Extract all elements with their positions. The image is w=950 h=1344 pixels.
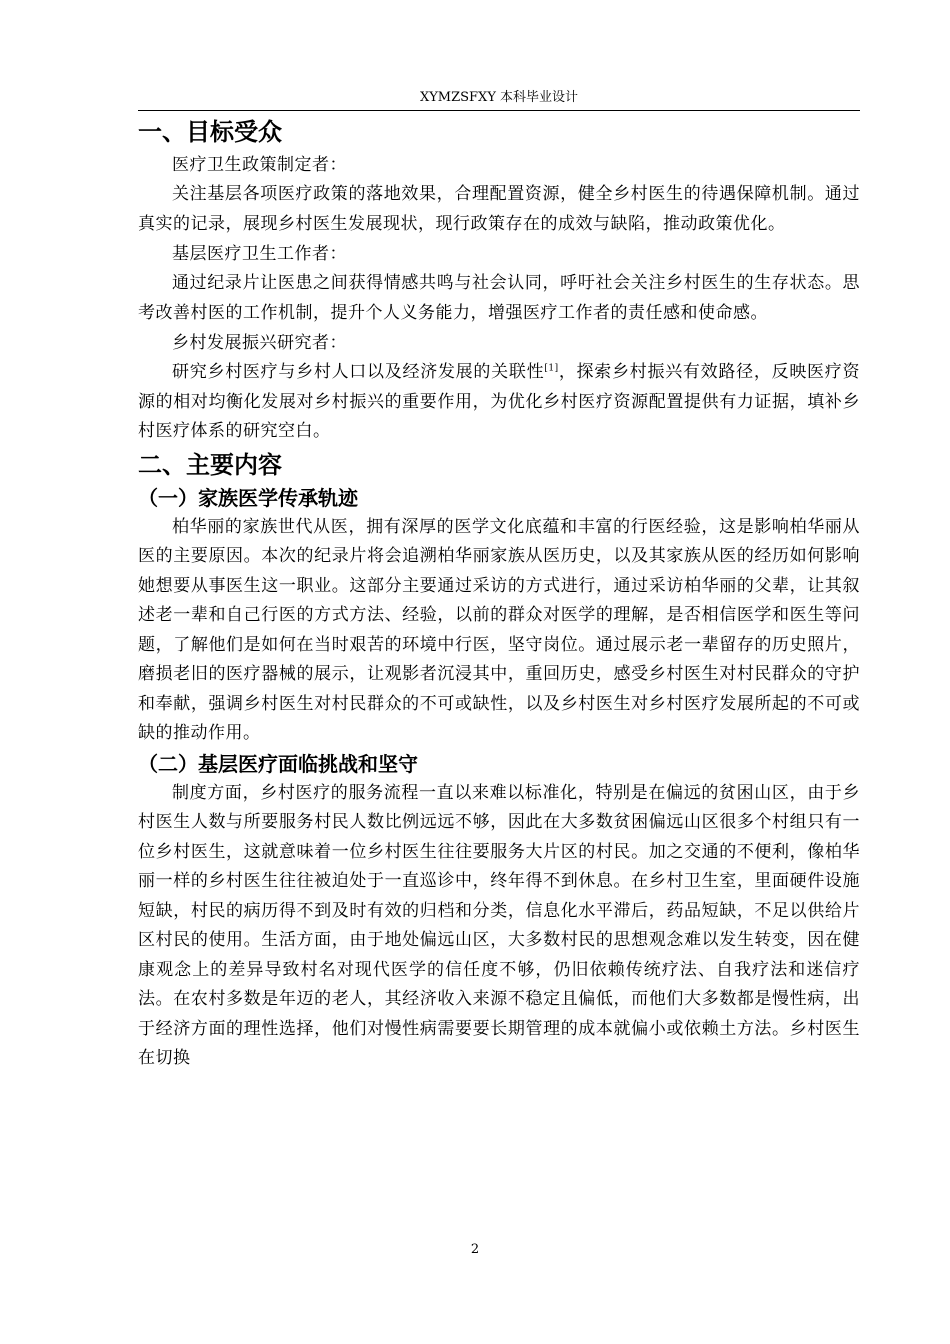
page-number: 2: [470, 1242, 480, 1257]
header-divider: [138, 110, 860, 111]
audience-paragraph-workers: 通过纪录片让医患之间获得情感共鸣与社会认同，呼吁社会关注乡村医生的生存状态。思考改善村医的工作机制，提升个人义务能力，增强医疗工作者的责任感和使命感。: [138, 273, 860, 323]
audience-label-researchers: 乡村发展振兴研究者：: [172, 333, 347, 353]
subsection-1-paragraph: 柏华丽的家族世代从医，拥有深厚的医学文化底蕴和丰富的行医经验，这是影响柏华丽从医的主要原因。本次的纪录片将会追溯柏华丽家族从医历史，以及其家族从医的经历如何影响她想要从事医生这一职业。这部分主要通过采访的方式进行，通过采访柏华丽的父辈，让其叙述老一辈和自己行医的方式方法、经验，以前的群众对医学的理解，是否相信医学和医生等问题，了解他们是如何在当时艰苦的环境中行医，坚守岗位。通过展示老一辈留存的历史照片，磨损老旧的医疗器械的展示，让观影者沉浸其中，重回历史，感受乡村医生对村民群众的守护和奉献，强调乡村医生对村民群众的不可或缺性，以及乡村医生对乡村医疗发展所起的不可或缺的推动作用。: [138, 516, 860, 743]
audience-paragraph-policy: 关注基层各项医疗政策的落地效果，合理配置资源，健全乡村医生的待遇保障机制。通过真实的记录，展现乡村医生发展现状，现行政策存在的成效与缺陷，推动政策优化。: [138, 184, 860, 234]
audience-paragraph-researchers: [138, 358, 860, 447]
researchers-text-b: ，探索乡村振兴有效路径，反映医疗资源的相对均衡化发展对乡村振兴的重要作用，为优化乡村医疗资源配置提供有力证据，填补乡村医疗体系的研究空白。: [138, 362, 861, 441]
citation-ref: [1]: [544, 363, 559, 374]
researchers-text-a: 研究乡村医疗与乡村人口以及经济发展的关联性: [172, 362, 545, 382]
section-2-title: 二、主要内容: [138, 450, 282, 479]
subsection-2-paragraph: 制度方面，乡村医疗的服务流程一直以来难以标准化，特别是在偏远的贫困山区，由于乡村医生人数与所要服务村民人数比例远远不够，因此在大多数贫困偏远山区很多个村组只有一位乡村医生，这就意味着一位乡村医生往往要服务大片区的村民。加之交通的不便利，像柏华丽一样的乡村医生往往被迫处于一直巡诊中，终年得不到休息。在乡村卫生室，里面硬件设施短缺，村民的病历得不到及时有效的归档和分类，信息化水平滞后，药品短缺，不足以供给片区村民的使用。生活方面，由于地处偏远山区，大多数村民的思想观念难以发生转变，因在健康观念上的差异导致村名对现代医学的信任度不够，仍旧依赖传统疗法、自我疗法和迷信疗法。在农村多数是年迈的老人，其经济收入来源不稳定且偏低，而他们大多数都是慢性病，出于经济方面的理性选择，他们对慢性病需要要长期管理的成本就偏小或依赖土方法。乡村医生在切换: [138, 782, 860, 1068]
subsection-1-title: （一）家族医学传承轨迹: [138, 485, 358, 510]
document-body: [138, 114, 860, 1074]
subsection-2-title: （二）基层医疗面临挑战和坚守: [138, 751, 418, 776]
section-1-title: 一、目标受众: [138, 118, 282, 146]
page-header: XYMZSFXY 本科毕业设计: [419, 90, 579, 105]
audience-label-workers: 基层医疗卫生工作者：: [172, 244, 347, 264]
audience-label-policy: 医疗卫生政策制定者：: [172, 155, 347, 175]
